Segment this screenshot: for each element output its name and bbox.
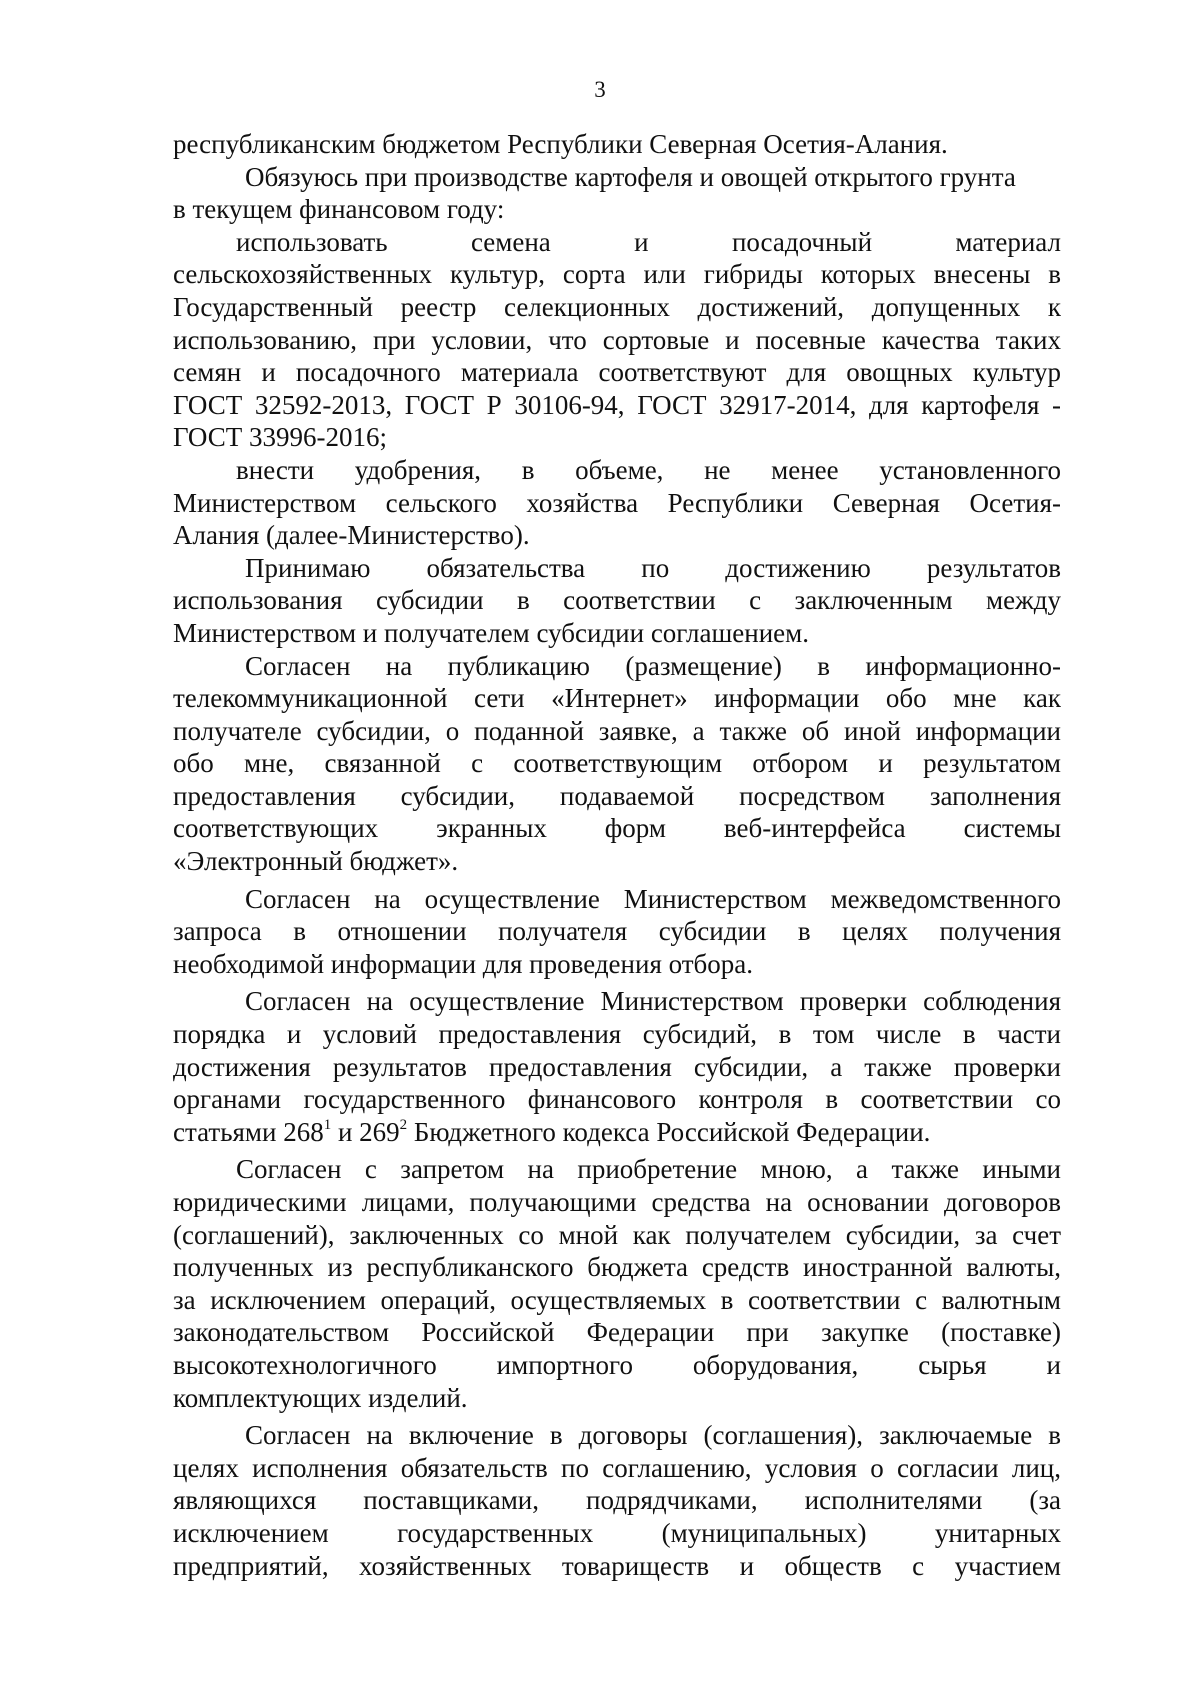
paragraph-first-line: Принимаю обязательства по достижению результатов <box>245 552 1061 583</box>
text-line: использования субсидии в соответствии с заключенным между <box>173 585 1061 616</box>
paragraph-first-line: Обязуюсь при производстве картофеля и овощей открытого грунта <box>245 161 1016 192</box>
reference-text: и 269 <box>331 1116 400 1147</box>
text-line: высокотехнологичного импортного оборудования, сырья и <box>173 1349 1061 1380</box>
text-line: необходимой информации для проведения отбора. <box>173 948 754 979</box>
paragraph-first-line: Согласен на осуществление Министерством проверки соблюдения <box>245 986 1061 1017</box>
reference-text: статьями 268 <box>173 1116 324 1147</box>
text-line: предоставления субсидии, подаваемой посредством заполнения <box>173 780 1061 811</box>
text-line: (соглашений), заключенных со мной как получателем субсидии, за счет <box>173 1219 1061 1250</box>
text-line: Министерством сельского хозяйства Республики Северная Осетия- <box>173 487 1061 518</box>
text-line: семян и посадочного материала соответствуют для овощных культур <box>173 357 1061 388</box>
text-line: за исключением операций, осуществляемых в соответствии с валютным <box>173 1284 1061 1315</box>
paragraph-first-line: Согласен на публикацию (размещение) в информационно- <box>245 650 1061 681</box>
text-line: телекоммуникационной сети «Интернет» информации обо мне как <box>173 683 1061 714</box>
text-line: получателе субсидии, о поданной заявке, а также об иной информации <box>173 715 1061 746</box>
text-line: обо мне, связанной с соответствующим отбором и результатом <box>173 748 1061 779</box>
text-line: исключением государственных (муниципальных) унитарных <box>173 1517 1061 1548</box>
text-line: органами государственного финансового контроля в соответствии со <box>173 1084 1061 1115</box>
paragraph-first-line: Согласен на включение в договоры (соглашения), заключаемые в <box>245 1420 1061 1451</box>
text-line: полученных из республиканского бюджета средств иностранной валюты, <box>173 1252 1061 1283</box>
text-line: законодательством Российской Федерации при закупке (поставке) <box>173 1317 1061 1348</box>
text-line: Министерством и получателем субсидии соглашением. <box>173 617 809 648</box>
page-number: 3 <box>594 77 606 102</box>
text-line: использованию, при условии, что сортовые и посевные качества таких <box>173 324 1061 355</box>
text-line: достижения результатов предоставления субсидии, а также проверки <box>173 1051 1061 1082</box>
text-line: являющихся поставщиками, подрядчиками, исполнителями (за <box>173 1485 1061 1516</box>
text-line: запроса в отношении получателя субсидии в целях получения <box>173 916 1061 947</box>
text-line: ГОСТ 32592-2013, ГОСТ Р 30106-94, ГОСТ 32917-2014, для картофеля - <box>173 389 1061 420</box>
text-line: предприятий, хозяйственных товариществ и обществ с участием <box>173 1550 1061 1581</box>
text-line: в текущем финансовом году: <box>173 194 505 225</box>
text-line: комплектующих изделий. <box>173 1382 468 1413</box>
text-line: соответствующих экранных форм веб-интерфейса системы <box>173 813 1061 844</box>
text-line: сельскохозяйственных культур, сорта или гибриды которых внесены в <box>173 259 1061 290</box>
text-line: ГОСТ 33996-2016; <box>173 422 388 453</box>
text-line: республиканским бюджетом Республики Северная Осетия-Алания. <box>173 129 948 159</box>
text-line: юридическими лицами, получающими средства на основании договоров <box>173 1187 1061 1217</box>
text-line: порядка и условий предоставления субсидий, в том числе в части <box>173 1019 1061 1050</box>
article-superscript-1: 1 <box>323 1116 332 1133</box>
list-item-first-line: внести удобрения, в объеме, не менее установленного <box>236 454 1061 485</box>
reference-text: Бюджетного кодекса Российской Федерации. <box>407 1116 931 1147</box>
budget-code-reference-line <box>173 1116 1061 1149</box>
paragraph-first-line: Согласен с запретом на приобретение мною, а также иными <box>236 1154 1061 1185</box>
article-superscript-2: 2 <box>399 1116 408 1133</box>
text-line: целях исполнения обязательств по соглашению, условия о согласии лиц, <box>173 1452 1061 1483</box>
document-body <box>173 128 1061 1582</box>
text-line: Алания (далее-Министерство). <box>173 520 530 551</box>
list-item-first-line: использовать семена и посадочный материал <box>236 226 1061 257</box>
text-line: «Электронный бюджет». <box>173 846 459 877</box>
text-line: Государственный реестр селекционных достижений, допущенных к <box>173 291 1061 322</box>
paragraph-first-line: Согласен на осуществление Министерством межведомственного <box>245 883 1061 914</box>
